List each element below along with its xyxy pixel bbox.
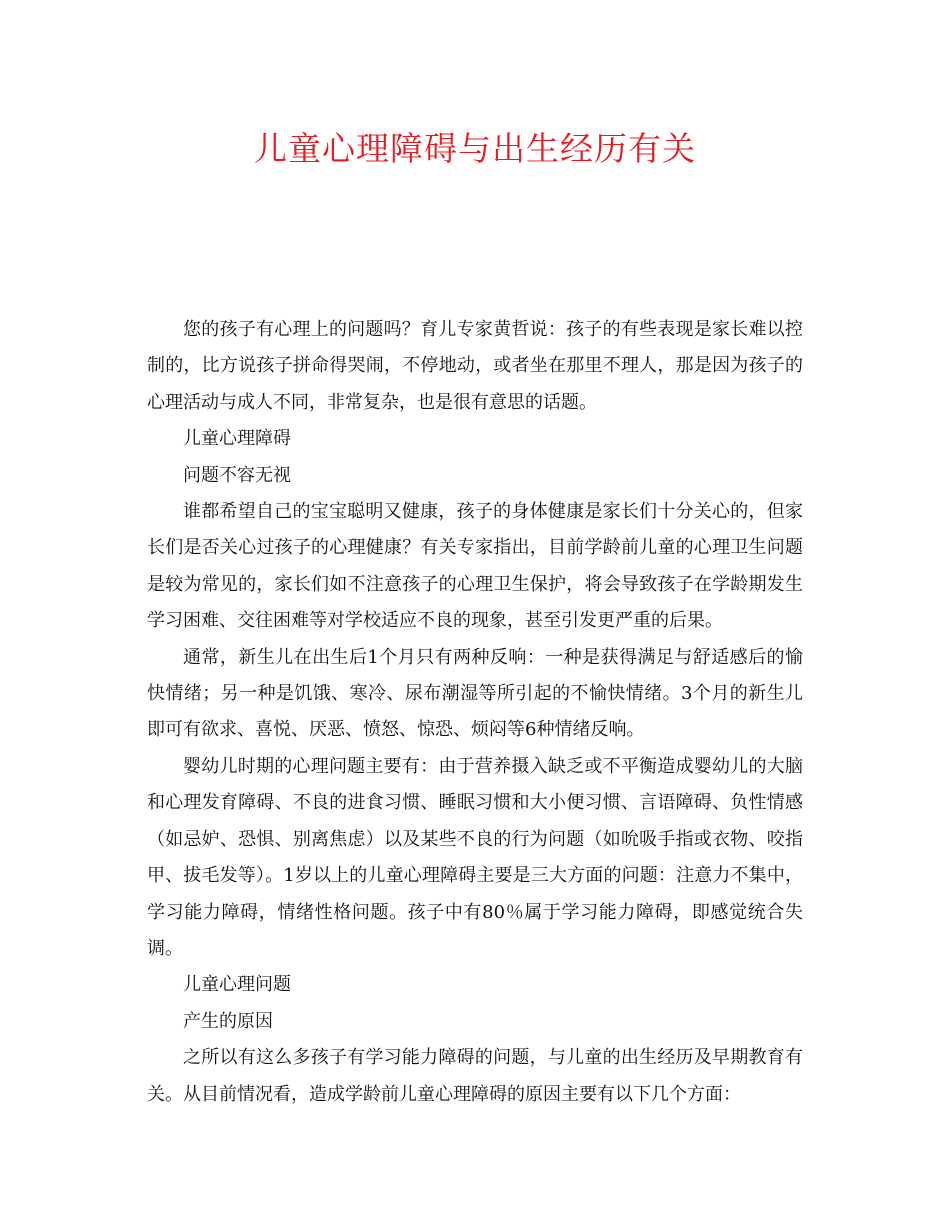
document-title: 儿童心理障碍与出生经历有关 — [254, 129, 696, 168]
paragraph-newborn-emotions: 通常，新生儿在出生后1个月只有两种反响：一种是获得满足与舒适感后的愉快情绪；另一种是饥饿、寒冷、尿布潮湿等所引起的不愉快情绪。3个月的新生儿即可有欲求、喜悦、厌恶、愤怒、惊恐、烦闷等6种情绪反响。 — [147, 646, 803, 741]
document-body — [147, 312, 803, 1113]
paragraph-causes: 之所以有这么多孩子有学习能力障碍的问题，与儿童的出生经历及早期教育有关。从目前情况看，造成学龄前儿童心理障碍的原因主要有以下几个方面： — [147, 1047, 803, 1105]
section-heading-line-4: 产生的原因 — [183, 1010, 273, 1032]
paragraph-mental-health: 谁都希望自己的宝宝聪明又健康，孩子的身体健康是家长们十分关心的，但家长们是否关心过孩子的心理健康？有关专家指出，目前学龄前儿童的心理卫生问题是较为常见的，家长们如不注意孩子的心理卫生保护，将会导致孩子在学龄期发生学习困难、交往困难等对学校适应不良的现象，甚至引发更严重的后果。 — [147, 501, 803, 632]
paragraph-infant-problems: 婴幼儿时期的心理问题主要有：由于营养摄入缺乏或不平衡造成婴幼儿的大脑和心理发育障碍、不良的进食习惯、睡眠习惯和大小便习惯、言语障碍、负性情感（如忌妒、恐惧、别离焦虑）以及某些不良的行为问题（如吮吸手指或衣物、咬指甲、拔毛发等）。1岁以上的儿童心理障碍主要是三大方面的问题：注意力不集中，学习能力障碍，情绪性格问题。孩子中有80％属于学习能力障碍，即感觉统合失调。 — [147, 755, 803, 959]
section-heading-line-3: 儿童心理问题 — [183, 974, 291, 996]
section-heading-line-1: 儿童心理障碍 — [183, 428, 291, 450]
paragraph-intro: 您的孩子有心理上的问题吗？育儿专家黄哲说：孩子的有些表现是家长难以控制的，比方说孩子拼命得哭闹，不停地动，或者坐在那里不理人，那是因为孩子的心理活动与成人不同，非常复杂，也是很有意思的话题。 — [147, 319, 803, 413]
section-heading-line-2: 问题不容无视 — [183, 464, 291, 486]
